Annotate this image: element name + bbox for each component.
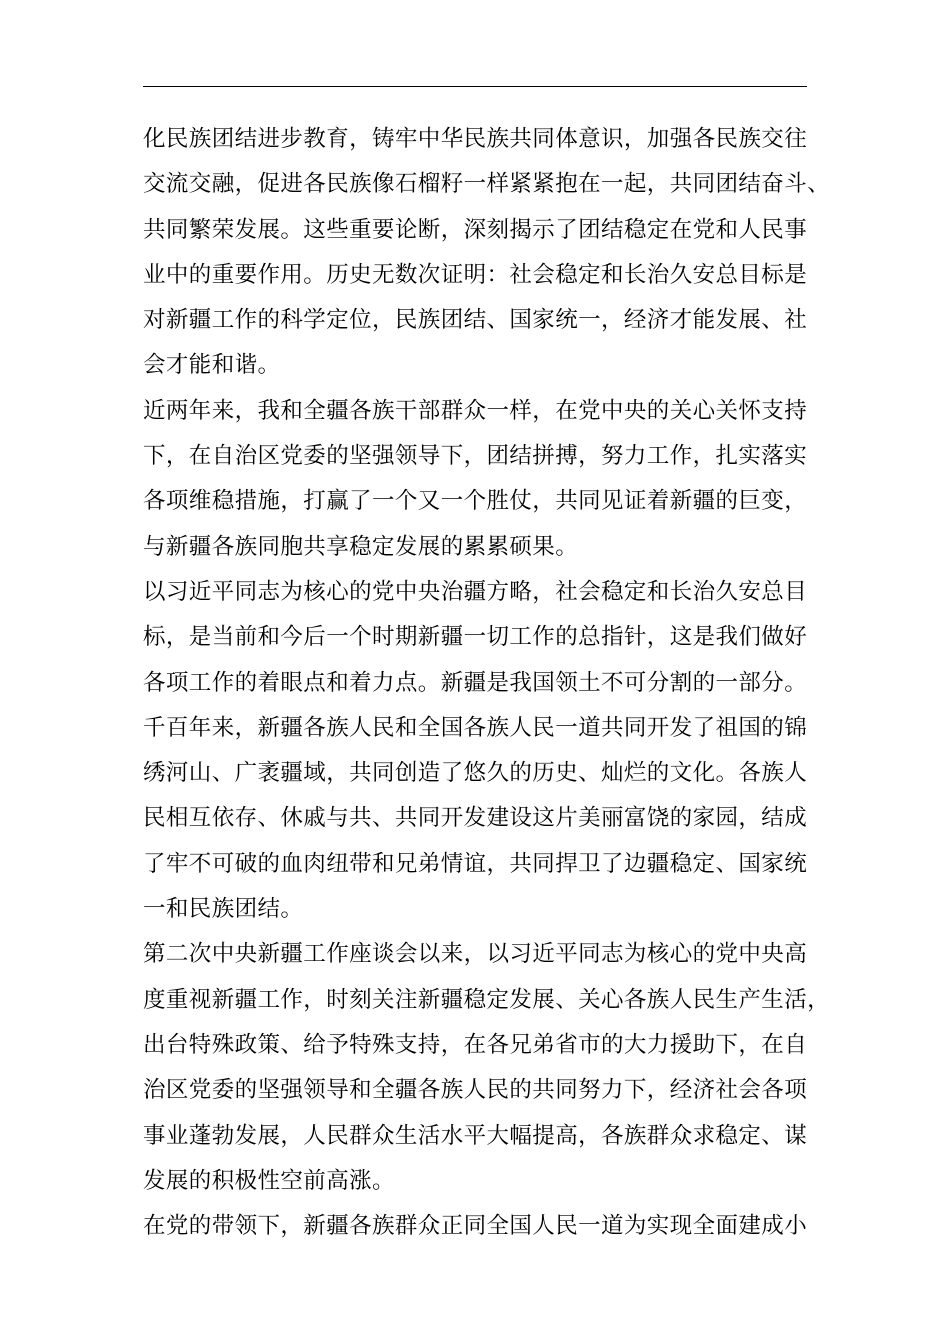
text-line: 一和民族团结。 (143, 896, 304, 923)
text-line: 交流交融，促进各民族像石榴籽一样紧紧抱在一起，共同团结奋斗、 (143, 171, 831, 198)
paragraph-1 (143, 117, 831, 389)
text-line: 化民族团结进步教育，铸牢中华民族共同体意识，加强各民族交往 (143, 126, 808, 152)
paragraph-5 (143, 1204, 815, 1249)
text-line: 度重视新疆工作，时刻关注新疆稳定发展、关心各族人民生产生活， (143, 986, 831, 1013)
text-line: 各项维稳措施，打赢了一个又一个胜仗，共同见证着新疆的巨变， (143, 488, 808, 515)
header-divider (143, 86, 807, 87)
text-line: 第二次中央新疆工作座谈会以来，以习近平同志为核心的党中央高 (143, 941, 808, 968)
text-line: 会才能和谐。 (143, 352, 281, 379)
text-line: 了牢不可破的血肉纽带和兄弟情谊，共同捍卫了边疆稳定、国家统 (143, 850, 808, 877)
text-line: 下，在自治区党委的坚强领导下，团结拼搏，努力工作，扎实落实 (143, 443, 808, 470)
text-line: 在党的带领下，新疆各族群众正同全国人民一道为实现全面建成小 (143, 1213, 808, 1240)
paragraph-3 (143, 570, 815, 932)
text-line: 事业蓬勃发展，人民群众生活水平大幅提高，各族群众求稳定、谋 (143, 1122, 808, 1149)
text-line: 共同繁荣发展。这些重要论断，深刻揭示了团结稳定在党和人民事 (143, 216, 808, 243)
text-line: 出台特殊政策、给予特殊支持，在各兄弟省市的大力援助下，在自 (143, 1031, 808, 1058)
text-line: 治区党委的坚强领导和全疆各族人民的共同努力下，经济社会各项 (143, 1077, 808, 1104)
text-line: 绣河山、广袤疆域，共同创造了悠久的历史、灿烂的文化。各族人 (143, 760, 808, 787)
text-line: 对新疆工作的科学定位，民族团结、国家统一，经济才能发展、社 (143, 307, 808, 334)
paragraph-4 (143, 932, 831, 1204)
text-line: 民相互依存、休戚与共、共同开发建设这片美丽富饶的家园，结成 (143, 805, 808, 832)
text-line: 以习近平同志为核心的党中央治疆方略，社会稳定和长治久安总目 (143, 578, 808, 605)
document-body (143, 117, 831, 1249)
text-line: 标，是当前和今后一个时期新疆一切工作的总指针，这是我们做好 (143, 624, 808, 651)
text-line: 业中的重要作用。历史无数次证明：社会稳定和长治久安总目标是 (143, 261, 808, 288)
text-line: 发展的积极性空前高涨。 (143, 1167, 395, 1194)
text-line: 近两年来，我和全疆各族干部群众一样，在党中央的关心关怀支持 (143, 397, 808, 424)
text-line: 各项工作的着眼点和着力点。新疆是我国领土不可分割的一部分。 (143, 669, 808, 696)
paragraph-2 (143, 389, 815, 570)
text-line: 千百年来，新疆各族人民和全国各族人民一道共同开发了祖国的锦 (143, 714, 808, 741)
text-line: 与新疆各族同胞共享稳定发展的累累硕果。 (143, 533, 579, 560)
